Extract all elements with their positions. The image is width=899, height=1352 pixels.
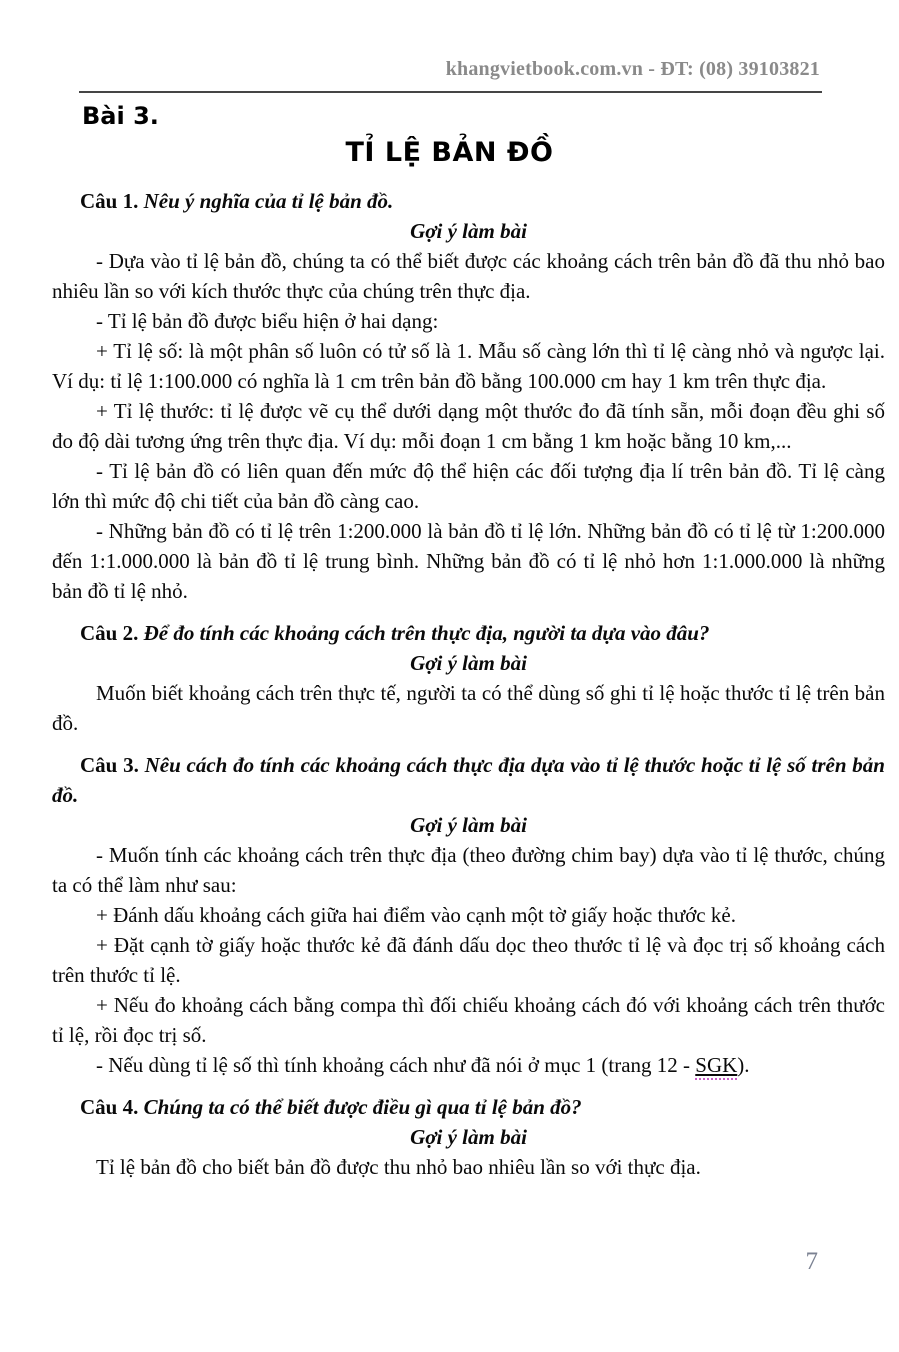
question-label: Câu 3.	[80, 753, 139, 777]
header-rule	[79, 91, 822, 93]
question-text: Nêu ý nghĩa của tỉ lệ bản đồ.	[138, 189, 394, 213]
page-header	[79, 58, 820, 81]
header-site-text: khangvietbook.com.vn - ĐT: (08) 39103821	[445, 58, 820, 80]
paragraph: - Những bản đồ có tỉ lệ trên 1:200.000 là bản đồ tỉ lệ lớn. Những bản đồ có tỉ lệ từ 1:200.000 đến 1:1.000.000 là bản đồ tỉ lệ trung bình. Những bản đồ có tỉ lệ nhỏ hơn 1:1.000.000 là những bản đồ tỉ lệ nhỏ.	[52, 519, 885, 603]
content	[52, 186, 885, 1182]
question-heading	[52, 1092, 885, 1122]
page-title: TỈ LỆ BẢN ĐỒ	[345, 137, 554, 168]
paragraph: - Tỉ lệ bản đồ được biểu hiện ở hai dạng:	[96, 309, 439, 333]
question-text: Nêu cách đo tính các khoảng cách thực địa dựa vào tỉ lệ thước hoặc tỉ lệ số trên bản đồ.	[52, 753, 885, 807]
sgk-term: SGK	[695, 1053, 737, 1080]
paragraph: Muốn biết khoảng cách trên thực tế, người ta có thể dùng số ghi tỉ lệ hoặc thước tỉ lệ trên bản đồ.	[52, 681, 885, 735]
paragraph: + Đánh dấu khoảng cách giữa hai điểm vào cạnh một tờ giấy hoặc thước kẻ.	[96, 903, 736, 927]
question-label: Câu 1.	[80, 189, 139, 213]
hint-heading: Gợi ý làm bài	[410, 813, 527, 837]
paragraph: - Dựa vào tỉ lệ bản đồ, chúng ta có thể biết được các khoảng cách trên bản đồ đã thu nhỏ bao nhiêu lần so với kích thước thực của chúng trên thực địa.	[52, 249, 885, 303]
question-heading	[52, 750, 885, 810]
paragraph: Tỉ lệ bản đồ cho biết bản đồ được thu nhỏ bao nhiêu lần so với thực địa.	[96, 1155, 701, 1179]
hint-heading: Gợi ý làm bài	[410, 651, 527, 675]
paragraph: + Nếu đo khoảng cách bằng compa thì đối chiếu khoảng cách đó với khoảng cách trên thước tỉ lệ, rồi đọc trị số.	[52, 993, 885, 1047]
paragraph: - Tỉ lệ bản đồ có liên quan đến mức độ thể hiện các đối tượng địa lí trên bản đồ. Tỉ lệ càng lớn thì mức độ chi tiết của bản đồ càng cao.	[52, 459, 885, 513]
paragraph: + Tỉ lệ số: là một phân số luôn có tử số là 1. Mẫu số càng lớn thì tỉ lệ càng nhỏ và ngược lại. Ví dụ: tỉ lệ 1:100.000 có nghĩa là 1 cm trên bản đồ bằng 100.000 cm hay 1 km trên thực địa.	[52, 339, 885, 393]
hint-heading: Gợi ý làm bài	[410, 1125, 527, 1149]
question-heading	[52, 186, 885, 216]
hint-heading: Gợi ý làm bài	[410, 219, 527, 243]
question-label: Câu 2.	[80, 621, 139, 645]
paragraph: + Tỉ lệ thước: tỉ lệ được vẽ cụ thể dưới dạng một thước đo đã tính sẵn, mỗi đoạn đều ghi số đo độ dài tương ứng trên thực địa. Ví dụ: mỗi đoạn 1 cm bằng 1 km hoặc bằng 10 km,...	[52, 399, 885, 453]
lesson-number: Bài 3.	[82, 102, 159, 130]
paragraph: + Đặt cạnh tờ giấy hoặc thước kẻ đã đánh dấu dọc theo thước tỉ lệ và đọc trị số khoảng cách trên thước tỉ lệ.	[52, 933, 885, 987]
question-heading	[52, 618, 885, 648]
question-label: Câu 4.	[80, 1095, 139, 1119]
paragraph: - Nếu dùng tỉ lệ số thì tính khoảng cách như đã nói ở mục 1 (trang 12 - SGK).	[52, 1050, 885, 1080]
question-text: Để đo tính các khoảng cách trên thực địa, người ta dựa vào đâu?	[138, 621, 710, 645]
page-number: 7	[805, 1248, 818, 1275]
question-text: Chúng ta có thể biết được điều gì qua tỉ lệ bản đồ?	[138, 1095, 582, 1119]
paragraph: - Muốn tính các khoảng cách trên thực địa (theo đường chim bay) dựa vào tỉ lệ thước, chúng ta có thể làm như sau:	[52, 843, 885, 897]
